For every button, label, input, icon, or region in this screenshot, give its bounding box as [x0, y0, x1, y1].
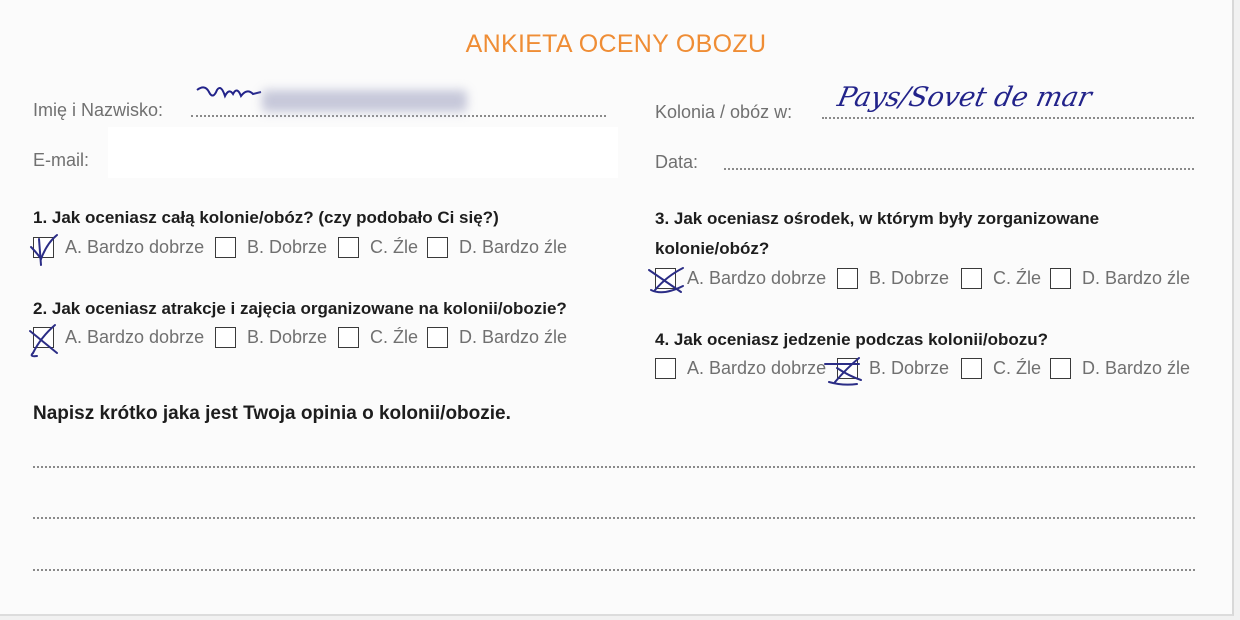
q2-checkbox-a[interactable] [33, 327, 54, 348]
q3-option-c-label: C. Źle [993, 268, 1042, 288]
q3-option-d[interactable] [1050, 268, 1190, 289]
camp-handwritten-value: Pays/Sovet de mar [834, 82, 1095, 113]
q2-option-d[interactable] [427, 327, 567, 348]
q1-option-a[interactable] [33, 237, 204, 258]
question-3-text-line1: 3. Jak oceniasz ośrodek, w którym były zorganizowane [655, 209, 1100, 228]
name-signature: ​ [193, 78, 199, 106]
opinion-line-2[interactable] [33, 517, 1195, 519]
q1-option-d[interactable] [427, 237, 567, 258]
email-label: E-mail: [33, 150, 90, 170]
q3-option-d-label: D. Bardzo źle [1082, 268, 1191, 288]
q4-option-a-label: A. Bardzo dobrze [687, 358, 827, 378]
question-2-text: 2. Jak oceniasz atrakcje i zajęcia organizowane na kolonii/obozie? [33, 299, 567, 318]
checkmark-icon [27, 323, 63, 357]
q1-checkbox-c[interactable] [338, 237, 359, 258]
q1-checkbox-b[interactable] [215, 237, 236, 258]
q2-checkbox-d[interactable] [427, 327, 448, 348]
question-3-text-line2: kolonie/obóz? [655, 239, 770, 258]
name-line[interactable] [191, 115, 606, 117]
q1-option-d-label: D. Bardzo źle [459, 237, 568, 257]
camp-line[interactable] [822, 117, 1194, 119]
q2-option-b[interactable] [215, 327, 327, 348]
form-title: ANKIETA OCENY OBOZU [465, 30, 767, 58]
opinion-line-1[interactable] [33, 466, 1195, 468]
q4-option-d[interactable] [1050, 358, 1190, 379]
date-label: Data: [655, 152, 699, 172]
q2-option-b-label: B. Dobrze [247, 327, 328, 347]
question-4-text: 4. Jak oceniasz jedzenie podczas kolonii/obozu? [655, 330, 1048, 349]
q4-checkbox-c[interactable] [961, 358, 982, 379]
q1-option-c[interactable] [338, 237, 418, 258]
opinion-line-3[interactable] [33, 569, 1195, 571]
q3-option-a[interactable] [655, 268, 826, 289]
checkmark-icon [649, 264, 685, 298]
q4-option-b-label: B. Dobrze [869, 358, 950, 378]
q2-option-c[interactable] [338, 327, 418, 348]
q4-checkbox-a[interactable] [655, 358, 676, 379]
q4-checkbox-d[interactable] [1050, 358, 1071, 379]
email-redacted-field[interactable] [108, 127, 618, 178]
name-label: Imię i Nazwisko: [33, 100, 164, 120]
q1-checkbox-a[interactable] [33, 237, 54, 258]
q2-checkbox-b[interactable] [215, 327, 236, 348]
q2-option-a-label: A. Bardzo dobrze [65, 327, 205, 347]
q2-checkbox-c[interactable] [338, 327, 359, 348]
name-blurred-region [262, 90, 467, 112]
q3-option-b-label: B. Dobrze [869, 268, 950, 288]
checkmark-icon [831, 354, 867, 388]
q4-checkbox-b[interactable] [837, 358, 858, 379]
checkmark-icon [27, 233, 63, 267]
q3-option-c[interactable] [961, 268, 1041, 289]
q1-option-a-label: A. Bardzo dobrze [65, 237, 205, 257]
q4-option-c-label: C. Źle [993, 358, 1042, 378]
date-line[interactable] [724, 168, 1194, 170]
q2-option-c-label: C. Źle [370, 327, 419, 347]
q3-checkbox-c[interactable] [961, 268, 982, 289]
q4-option-c[interactable] [961, 358, 1041, 379]
q1-option-b[interactable] [215, 237, 327, 258]
q1-option-b-label: B. Dobrze [247, 237, 328, 257]
q3-checkbox-a[interactable] [655, 268, 676, 289]
question-1-text: 1. Jak oceniasz całą kolonie/obóz? (czy podobało Ci się?) [33, 208, 499, 227]
q2-option-d-label: D. Bardzo źle [459, 327, 568, 347]
q4-option-d-label: D. Bardzo źle [1082, 358, 1191, 378]
q4-option-a[interactable] [655, 358, 826, 379]
q3-option-a-label: A. Bardzo dobrze [687, 268, 827, 288]
q3-checkbox-d[interactable] [1050, 268, 1071, 289]
q3-option-b[interactable] [837, 268, 949, 289]
opinion-prompt: Napisz krótko jaka jest Twoja opinia o kolonii/obozie. [33, 403, 511, 424]
q4-option-b[interactable] [837, 358, 949, 379]
q3-checkbox-b[interactable] [837, 268, 858, 289]
q1-option-c-label: C. Źle [370, 237, 419, 257]
camp-label: Kolonia / obóz w: [655, 102, 793, 122]
q1-checkbox-d[interactable] [427, 237, 448, 258]
q2-option-a[interactable] [33, 327, 204, 348]
name-handwriting-graphic [195, 82, 265, 112]
